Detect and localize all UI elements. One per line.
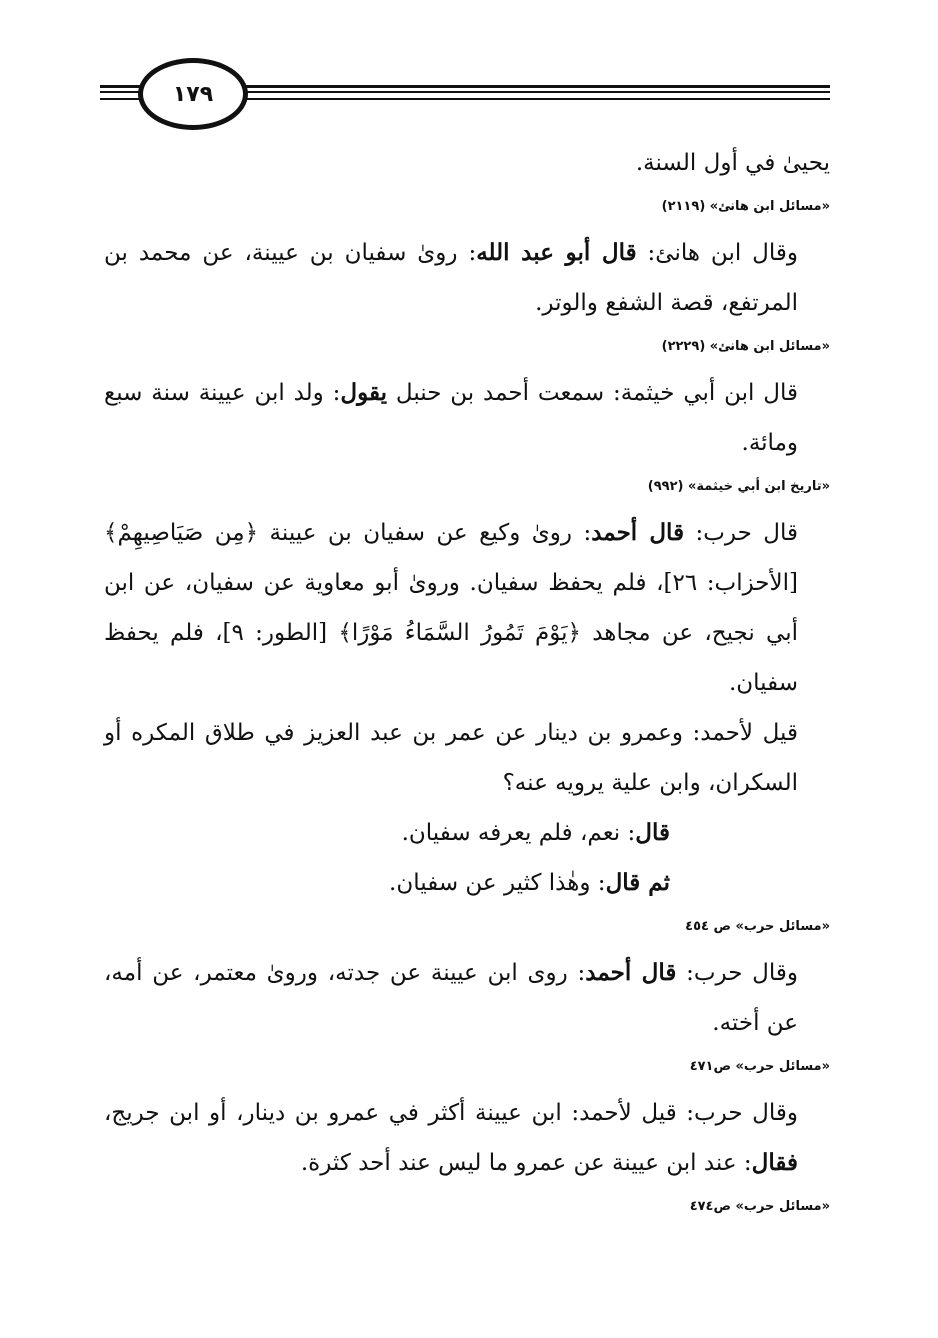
citation: «مسائل حرب» ص ٤٥٤ — [685, 919, 830, 934]
page-number-badge — [138, 58, 248, 130]
paragraph: يحيىٰ في أول السنة. — [635, 150, 830, 176]
paragraph: وقال ابن هانئ: قال أبو عبد الله: روىٰ سفيان بن عيينة، عن محمد بن المرتفع، قصة الشفع والوتر. — [104, 239, 798, 316]
citation: «تاريخ ابن أبي خيثمة» (٩٩٢) — [647, 479, 830, 494]
paragraph: قيل لأحمد: وعمرو بن دينار عن عمر بن عبد العزيز في طلاق المكره أو السكران، وابن علية يرويه عنه؟ — [104, 720, 798, 796]
citation: «مسائل حرب» ص٤٧١ — [689, 1059, 830, 1074]
citation: «مسائل حرب» ص٤٧٤ — [689, 1199, 830, 1214]
page-body — [104, 138, 830, 1228]
page-header — [100, 58, 830, 128]
paragraph: قال ابن أبي خيثمة: سمعت أحمد بن حنبل يقول: ولد ابن عيينة سنة سبع ومائة. — [104, 379, 799, 456]
paragraph: وقال حرب: قال أحمد: روى ابن عيينة عن جدته، وروىٰ معتمر، عن أمه، عن أخته. — [104, 959, 798, 1036]
answer-line: ثم قال: وهٰذا كثير عن سفيان. — [389, 869, 670, 896]
page-number: ١٧٩ — [172, 81, 214, 107]
answer-line: قال: نعم، فلم يعرفه سفيان. — [401, 819, 670, 846]
paragraph: قال حرب: قال أحمد: روىٰ وكيع عن سفيان بن عيينة ﴿مِن صَيَاصِيهِمْ﴾ [الأحزاب: ٢٦]، فلم يحفظ سفيان. وروىٰ أبو معاوية عن سفيان، عن ابن أبي نجيح، عن مجاهد ﴿يَوْمَ تَمُورُ السَّمَاءُ مَوْرًا﴾ [الطور: ٩]، فلم يحفظ سفيان. — [104, 519, 799, 696]
citation: «مسائل ابن هانئ» (٢١١٩) — [661, 199, 830, 214]
paragraph: وقال حرب: قيل لأحمد: ابن عيينة أكثر في عمرو بن دينار، أو ابن جريج، فقال: عند ابن عيينة عن عمرو ما ليس عند أحد كثرة. — [104, 1100, 798, 1176]
citation: «مسائل ابن هانئ» (٢٢٢٩) — [661, 339, 830, 354]
